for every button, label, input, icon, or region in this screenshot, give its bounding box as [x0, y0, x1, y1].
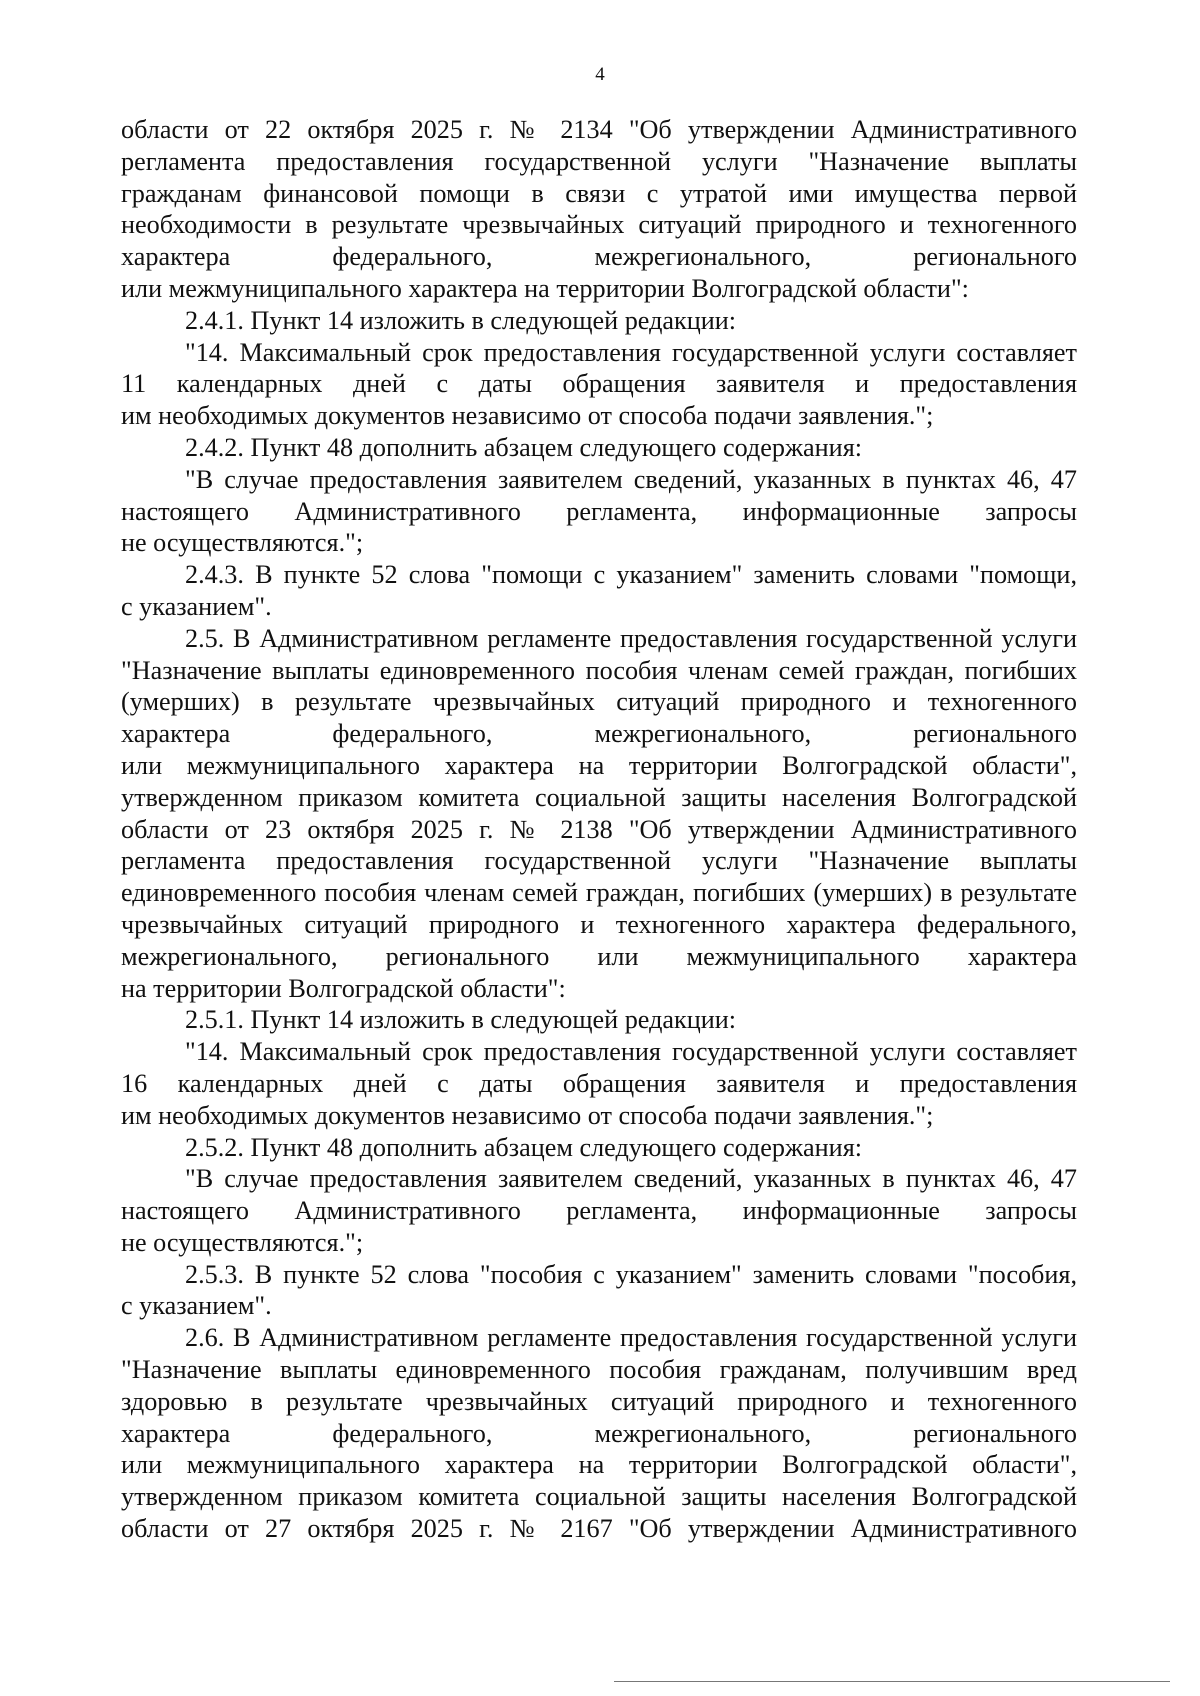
- text-line: характера федерального, межрегионального, регионального: [121, 242, 1077, 272]
- text-line: 2.5.2. Пункт 48 дополнить абзацем следующего содержания:: [185, 1132, 863, 1162]
- text-line: настоящего Административного регламента, информационные запросы: [121, 1196, 1077, 1226]
- text-line: не осуществляются.";: [121, 1227, 364, 1257]
- text-line: 2.4.2. Пункт 48 дополнить абзацем следующего содержания:: [185, 432, 863, 462]
- text-line: с указанием".: [121, 1291, 272, 1321]
- text-line: 2.4.3. В пункте 52 слова "помощи с указанием" заменить словами "помощи,: [185, 560, 1077, 590]
- text-line: или межмуниципального характера на территории Волгоградской области":: [121, 273, 969, 303]
- text-line: 2.6. В Административном регламенте предоставления государственной услуги: [185, 1323, 1077, 1353]
- text-line: "Назначение выплаты единовременного пособия членам семей граждан, погибших: [121, 655, 1077, 685]
- document-body: [121, 114, 1077, 1545]
- text-line: утвержденном приказом комитета социальной защиты населения Волгоградской: [121, 782, 1077, 812]
- text-line: "14. Максимальный срок предоставления государственной услуги составляет: [185, 337, 1077, 367]
- text-line: на территории Волгоградской области":: [121, 973, 566, 1003]
- text-line: области от 27 октября 2025 г. № 2167 "Об утверждении Административного: [121, 1514, 1077, 1544]
- text-line: 11 календарных дней с даты обращения заявителя и предоставления: [121, 369, 1077, 399]
- text-line: 2.5.3. В пункте 52 слова "пособия с указанием" заменить словами "пособия,: [185, 1259, 1077, 1289]
- text-line: необходимости в результате чрезвычайных ситуаций природного и техногенного: [121, 210, 1077, 240]
- footer-divider: [614, 1681, 1170, 1682]
- text-line: области от 23 октября 2025 г. № 2138 "Об утверждении Административного: [121, 814, 1077, 844]
- text-line: единовременного пособия членам семей граждан, погибших (умерших) в результате: [121, 878, 1077, 908]
- text-line: им необходимых документов независимо от способа подачи заявления.";: [121, 401, 934, 431]
- page-number: 4: [595, 64, 605, 85]
- text-line: 16 календарных дней с даты обращения заявителя и предоставления: [121, 1068, 1077, 1098]
- text-line: "В случае предоставления заявителем сведений, указанных в пунктах 46, 47: [185, 1164, 1077, 1194]
- text-line: (умерших) в результате чрезвычайных ситуаций природного и техногенного: [121, 687, 1077, 717]
- text-line: характера федерального, межрегионального, регионального: [121, 719, 1077, 749]
- text-line: регламента предоставления государственной услуги "Назначение выплаты: [121, 146, 1077, 176]
- text-line: утвержденном приказом комитета социальной защиты населения Волгоградской: [121, 1482, 1077, 1512]
- text-line: им необходимых документов независимо от способа подачи заявления.";: [121, 1100, 934, 1130]
- text-line: с указанием".: [121, 591, 272, 621]
- text-line: 2.5.1. Пункт 14 изложить в следующей редакции:: [185, 1005, 737, 1035]
- text-line: настоящего Административного регламента, информационные запросы: [121, 496, 1077, 526]
- text-line: межрегионального, регионального или межмуниципального характера: [121, 941, 1077, 971]
- text-line: характера федерального, межрегионального, регионального: [121, 1418, 1077, 1448]
- text-line: гражданам финансовой помощи в связи с утратой ими имущества первой: [121, 178, 1077, 208]
- text-line: 2.4.1. Пункт 14 изложить в следующей редакции:: [185, 305, 737, 335]
- text-line: "Назначение выплаты единовременного пособия гражданам, получившим вред: [121, 1355, 1077, 1385]
- text-line: не осуществляются.";: [121, 528, 364, 558]
- text-line: области от 22 октября 2025 г. № 2134 "Об утверждении Административного: [121, 115, 1077, 144]
- text-line: "14. Максимальный срок предоставления государственной услуги составляет: [185, 1037, 1077, 1067]
- text-line: или межмуниципального характера на территории Волгоградской области",: [121, 750, 1077, 780]
- text-line: здоровью в результате чрезвычайных ситуаций природного и техногенного: [121, 1386, 1077, 1416]
- text-line: "В случае предоставления заявителем сведений, указанных в пунктах 46, 47: [185, 464, 1077, 494]
- text-line: регламента предоставления государственной услуги "Назначение выплаты: [121, 846, 1077, 876]
- text-line: 2.5. В Административном регламенте предоставления государственной услуги: [185, 623, 1077, 653]
- text-line: чрезвычайных ситуаций природного и техногенного характера федерального,: [121, 909, 1077, 939]
- text-line: или межмуниципального характера на территории Волгоградской области",: [121, 1450, 1077, 1480]
